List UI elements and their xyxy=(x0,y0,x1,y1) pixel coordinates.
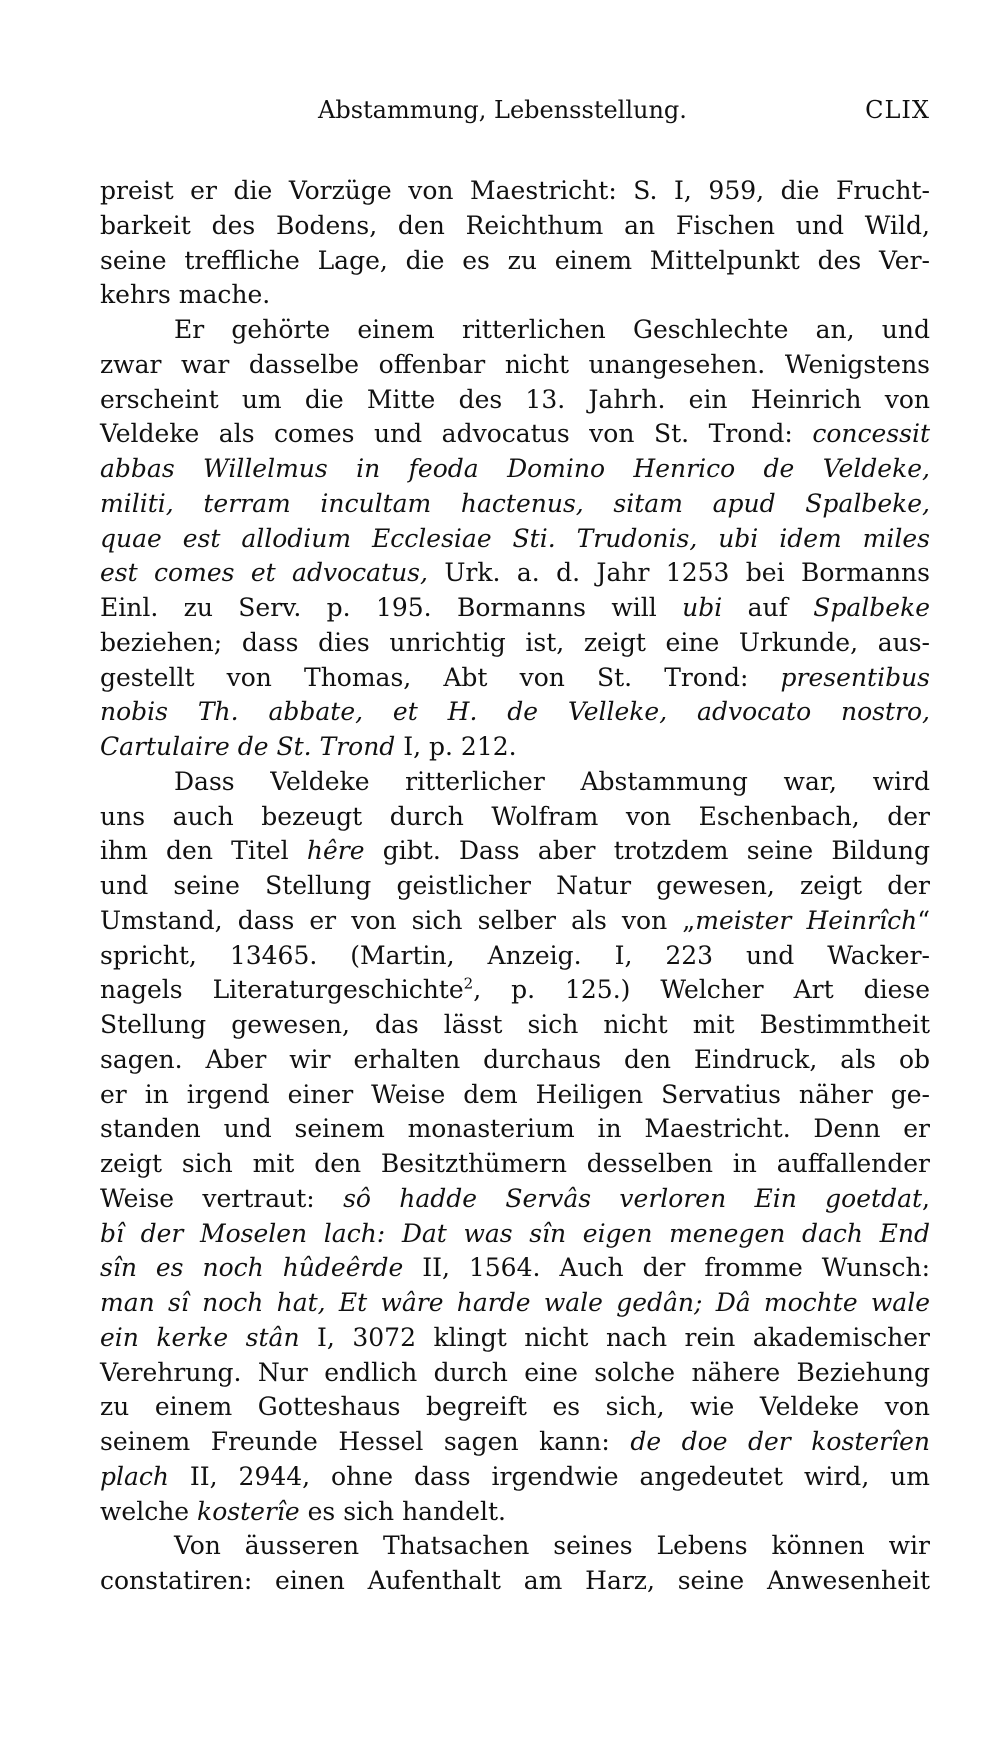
italic-span: Cartulaire de St. Trond xyxy=(100,732,396,761)
italic-span: militi, terram incultam hactenus, sitam apud Spalbeke, xyxy=(100,488,930,518)
text-span: ihm den Titel xyxy=(100,836,307,866)
text-line xyxy=(100,730,930,765)
text-line xyxy=(100,522,930,557)
italic-span: est comes et advocatus, xyxy=(100,558,428,588)
text-span: und seine Stellung geistlicher Natur gewesen, zeigt der xyxy=(100,871,930,900)
italic-span: sîn es noch hûde xyxy=(100,1253,346,1283)
italic-span: bî der Moselen lach: Dat was sîn eigen menegen dach End xyxy=(100,1218,930,1248)
text-line xyxy=(100,1356,930,1391)
italic-span: plach xyxy=(100,1461,170,1491)
text-span: beziehen; dass dies unrichtig ist, zeigt eine Urkunde, aus- xyxy=(100,627,930,657)
text-span: Einl. zu Serv. p. 195. Bormanns will xyxy=(100,593,683,622)
italic-span: Spalbeke xyxy=(813,593,931,622)
italic-span: abbas Willelmus in feoda Domino Henrico de Veldeke, xyxy=(100,454,930,483)
text-line xyxy=(100,695,930,730)
text-span: uns auch bezeugt durch Wolfram von Eschenbach, der xyxy=(100,801,930,831)
italic-span: hêre xyxy=(306,836,365,866)
text-line xyxy=(100,834,930,869)
text-span: nagels Literaturgeschichte xyxy=(100,975,464,1005)
text-line xyxy=(100,1008,930,1043)
text-span: I, 3072 klingt nicht nach rein akademischer xyxy=(299,1322,930,1352)
text-span: preist er die Vorzüge von Maestricht: S. I, 959, die Frucht- xyxy=(100,176,930,205)
text-span: erscheint um die Mitte des 13. Jahrh. ein Heinrich von xyxy=(100,384,930,414)
text-line xyxy=(100,313,930,348)
text-line xyxy=(100,800,930,835)
running-header xyxy=(100,96,930,136)
text-span: auf xyxy=(722,593,814,622)
italic-span: concessit xyxy=(812,419,930,449)
text-line xyxy=(100,1390,930,1425)
italic-span: meister Heinrîch xyxy=(695,905,918,935)
text-line xyxy=(100,1321,930,1356)
text-span: seine treffliche Lage, die es zu einem Mittelpunkt des Ver- xyxy=(100,245,930,275)
text-line xyxy=(100,556,930,591)
text-line xyxy=(100,904,930,939)
text-line xyxy=(100,661,930,696)
text-line xyxy=(100,939,930,974)
text-span: Von äusseren Thatsachen seines Lebens können wir xyxy=(174,1531,930,1561)
text-span: , xyxy=(922,1183,930,1213)
text-line xyxy=(100,487,930,522)
italic-span: ein kerke stân xyxy=(100,1322,300,1352)
text-span: Verehrung. Nur endlich durch eine solche nähere Beziehung xyxy=(100,1357,930,1387)
text-line xyxy=(100,591,930,626)
italic-span: dat xyxy=(881,1183,923,1213)
text-line xyxy=(100,1112,930,1147)
text-span: zeigt sich mit den Besitzthümern desselben in auffallender xyxy=(100,1149,930,1178)
italic-span: kosterîe xyxy=(197,1496,300,1526)
text-line xyxy=(100,452,930,487)
text-line xyxy=(100,174,930,209)
italic-span: man sî noch hat, Et wâre harde wale gedân; Dâ mochte wale xyxy=(100,1288,930,1317)
text-span: I, p. 212. xyxy=(395,732,517,761)
text-line xyxy=(100,1425,930,1460)
italic-span: ubi xyxy=(682,593,723,622)
text-line xyxy=(100,1529,930,1564)
italic-span: presentibus xyxy=(780,662,930,692)
text-span: sagen. Aber wir erhalten durchaus den Eindruck, als ob xyxy=(100,1044,930,1074)
text-line xyxy=(100,1217,930,1252)
text-span: seinem Freunde Hessel sagen kann: xyxy=(100,1427,631,1456)
text-span: es sich handelt. xyxy=(299,1496,506,1526)
text-line xyxy=(100,765,930,800)
italic-span: de doe der kosterîen xyxy=(630,1427,930,1456)
text-line xyxy=(100,1564,930,1599)
text-span: spricht, 13465. (Martin, Anzeig. I, 223 und Wacker- xyxy=(100,940,930,970)
text-line xyxy=(100,278,930,313)
text-span: gibt. Dass aber trotzdem seine Bildung xyxy=(364,836,930,866)
italic-span: êrde xyxy=(345,1253,404,1283)
text-span: Dass Veldeke ritterlicher Abstammung war, wird xyxy=(174,766,930,796)
italic-span: quae est allodium Ecclesiae Sti. Trudonis, ubi idem miles xyxy=(100,523,930,553)
header-title: Abstammung, Lebensstellung. xyxy=(318,96,687,124)
text-line xyxy=(100,869,930,904)
text-span: er in irgend einer Weise dem Heiligen Servatius näher ge- xyxy=(100,1079,930,1109)
text-line xyxy=(100,417,930,452)
text-line xyxy=(100,1182,930,1217)
text-line xyxy=(100,1495,930,1530)
text-line xyxy=(100,973,930,1008)
italic-span: nobis Th. abbate, et H. de Velleke, advocato nostro, xyxy=(100,697,930,727)
text-line xyxy=(100,383,930,418)
text-span: Urk. a. d. Jahr 1253 bei Bormanns xyxy=(427,558,930,588)
text-line xyxy=(100,1286,930,1321)
italic-span: sô hadde Servâs verloren Ein goet xyxy=(343,1183,882,1213)
text-line xyxy=(100,209,930,244)
text-span: kehrs mache. xyxy=(100,280,271,310)
text-line xyxy=(100,1078,930,1113)
page-number: CLIX xyxy=(865,96,930,124)
text-span: standen und seinem monasterium in Maestricht. Denn er xyxy=(100,1114,930,1144)
text-span: Veldeke als comes und advocatus von St. Trond: xyxy=(100,419,813,449)
text-span: , p. 125.) Welcher Art diese xyxy=(473,975,930,1005)
text-span: zwar war dasselbe offenbar nicht unangesehen. Wenigstens xyxy=(100,349,930,379)
text-line xyxy=(100,626,930,661)
text-line xyxy=(100,348,930,383)
text-span: Stellung gewesen, das lässt sich nicht mit Bestimmtheit xyxy=(100,1010,930,1039)
text-line xyxy=(100,1460,930,1495)
text-span: zu einem Gotteshaus begreift es sich, wie Veldeke von xyxy=(100,1392,930,1422)
text-span: Umstand, dass er von sich selber als von „ xyxy=(100,905,696,935)
text-line xyxy=(100,244,930,279)
text-span: barkeit des Bodens, den Reichthum an Fischen und Wild, xyxy=(100,210,930,240)
text-span: “ xyxy=(917,905,930,935)
text-span: welche xyxy=(100,1496,198,1526)
text-span: Er gehörte einem ritterlichen Geschlechte an, und xyxy=(174,315,930,344)
text-line xyxy=(100,1043,930,1078)
text-span: gestellt von Thomas, Abt von St. Trond: xyxy=(100,662,781,692)
text-span: Weise vertraut: xyxy=(100,1183,344,1213)
body-text xyxy=(100,174,930,1599)
text-line xyxy=(100,1251,930,1286)
text-span: constatiren: einen Aufenthalt am Harz, seine Anwesenheit xyxy=(100,1566,930,1595)
text-span: II, 2944, ohne dass irgendwie angedeutet wird, um xyxy=(169,1461,930,1491)
text-span: II, 1564. Auch der fromme Wunsch: xyxy=(403,1253,930,1283)
superscript: 2 xyxy=(463,974,474,993)
text-line xyxy=(100,1147,930,1182)
